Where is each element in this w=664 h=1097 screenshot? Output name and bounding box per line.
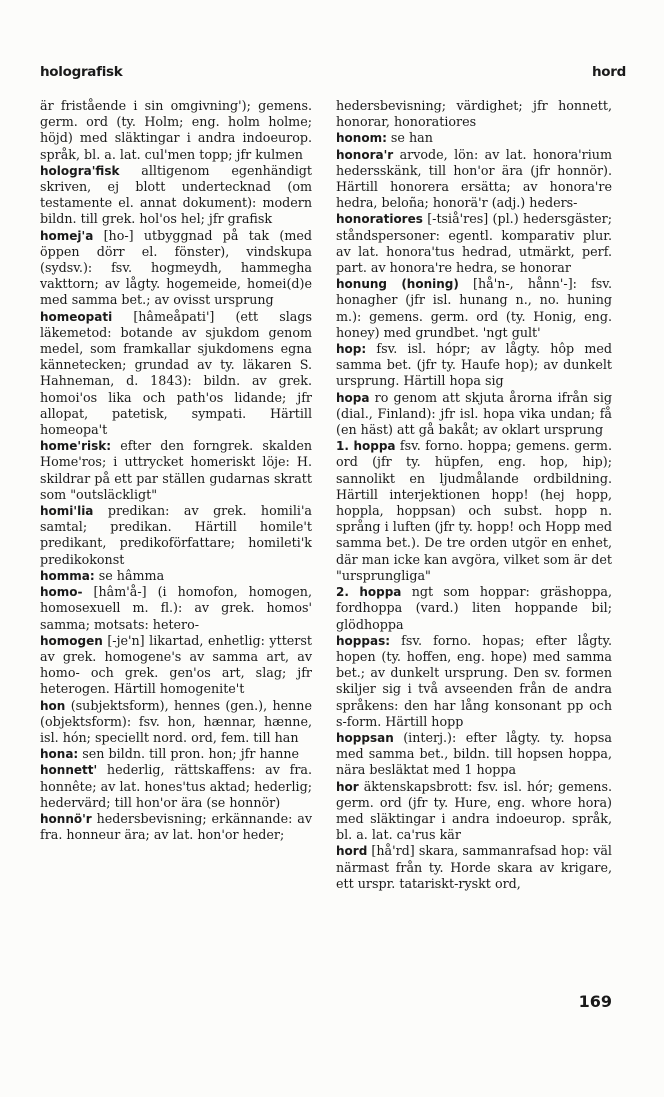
- entry-text: sen bildn. till pron. hon; jfr hanne: [78, 746, 300, 762]
- dictionary-entry: [40, 811, 312, 843]
- entry-headword: hon: [40, 698, 66, 713]
- entry-text: arvode, lön: av lat. honora'rium hedersskänk, till hon'or ära (jfr honnör). Härtill honorera ersätta; av honora're hedra, beloña; honorä'r (adj.) heders-: [336, 146, 612, 211]
- entry-headword: hop:: [336, 342, 367, 357]
- entry-headword: honom:: [336, 131, 387, 146]
- entry-text: hederlig, rättskaffens: av fra. honnête; av lat. hones'tus aktad; hederlig; hedervärd; till hon'or ära (se honnör): [40, 762, 312, 810]
- entry-text: ro genom att skjuta årorna ifrån sig (dial., Finland): jfr isl. hopa vika undan; få (en häst) att gå bakåt; av oklart ursprung: [336, 389, 612, 438]
- page-number: 169: [578, 992, 612, 1011]
- entry-text: [hâmeåpati'] (ett slags läkemetod: botande av sjukdom genom medel, som framkallar sjukdomens egna kännetecken; grundad av ty. läkaren S. Hahneman, d. 1843): bildn. av grek. homoi'os lika och path'os lidande; jfr allopat, patetisk, sympati. Härtill homeopa't: [40, 308, 312, 438]
- dictionary-entry: [40, 309, 312, 439]
- dictionary-entry: [40, 438, 312, 503]
- dictionary-entry: [336, 130, 612, 146]
- dictionary-entry: [40, 503, 312, 568]
- entry-headword: hopa: [336, 390, 370, 405]
- entry-text: efter den forngrek. skalden Home'ros; i uttrycket homeriskt löje: H. skildrar på ett par ställen gudarnas skratt som "outsläckligt": [40, 438, 312, 502]
- dictionary-entry: [40, 762, 312, 811]
- entry-headword: 1. hoppa: [336, 439, 396, 454]
- entry-text: fsv. forno. hopas; efter lågty. hopen (ty. hoffen, eng. hope) med samma bet.; av dunkelt ursprung. Den sv. formen skiljer sig i två avseenden från de andra språkens: den har lång konsonant pp och s-form. Härtill hopp: [336, 632, 612, 729]
- entry-headword: homogen: [40, 633, 103, 648]
- dictionary-entry: [336, 341, 612, 390]
- entry-text: [hå'rd] skara, sammanrafsad hop: väl närmast från ty. Horde skara av krigare, ett urspr. tatariskt-ryskt ord,: [336, 843, 612, 891]
- entry-text: fsv. isl. hópr; av lågty. hôp med samma bet. (jfr ty. Haufe hop); av dunkelt ursprung. Härtill hopa sig: [336, 341, 612, 389]
- dictionary-entry: [336, 779, 612, 844]
- dictionary-entry: [336, 730, 612, 779]
- dictionary-entry: [336, 276, 612, 341]
- entry-text: se han: [386, 130, 433, 146]
- entry-text: [-je'n] likartad, enhetlig: ytterst av grek. homogene's av samma art, av homo- och grek. gen'os art, slag; jfr heterogen. Härtill homogenite't: [40, 632, 312, 697]
- dictionary-entry: [336, 147, 612, 212]
- entry-text: predikan: av grek. homili'a samtal; predikan. Härtill homile't predikant, predikoförfattare; homileti'k predikokonst: [40, 503, 312, 567]
- dictionary-entry: [40, 163, 312, 228]
- entry-text: ngt som hoppar: gräshoppa, fordhoppa (vard.) liten hoppande bil; glödhoppa: [336, 584, 612, 632]
- dictionary-entry: [40, 98, 312, 163]
- dictionary-entry: [336, 390, 612, 439]
- dictionary-entry: [336, 211, 612, 276]
- entry-text: [hâm'å-] (i homofon, homogen, homosexuell m. fl.): av grek. homos' samma; motsats: hetero-: [40, 584, 312, 632]
- dictionary-entry: [40, 746, 312, 762]
- entry-headword: hor: [336, 779, 359, 794]
- dictionary-entry: [40, 633, 312, 698]
- entry-text: är fristående i sin omgivning'); gemens. germ. ord (ty. Holm; eng. holm holme; höjd) med släktingar i andra indoeurop. språk, bl. a. lat. cul'men topp; jfr kulmen: [40, 98, 312, 162]
- entry-headword: homo-: [40, 585, 83, 600]
- dictionary-entry: [40, 568, 312, 584]
- entry-headword: hoppas:: [336, 633, 391, 648]
- entry-headword: hord: [336, 844, 368, 859]
- dictionary-entry: [336, 438, 612, 584]
- entry-headword: honoratiores: [336, 212, 423, 227]
- entry-text: [hå'n-, hånn'-]: fsv. honagher (jfr isl. hunang n., no. huning m.): gemens. germ. ord (ty. Honig, eng. honey) med grundbet. 'ngt gult': [336, 276, 612, 340]
- entry-text: (subjektsform), hennes (gen.), henne (objektsform): fsv. hon, hænnar, hænne, isl. hón; speciellt nord. ord, fem. till han: [40, 697, 312, 745]
- entry-headword: honnö'r: [40, 811, 92, 826]
- entry-text: fsv. forno. hoppa; gemens. germ. ord (jfr ty. hüpfen, eng. hop, hip); sannolikt en ljudmålande ordbildning. Härtill interjektionen hopp! (hej hopp, hoppla, hoppsan) och subst. hopp n. språng i luften (jfr ty. hopp! och Hopp med samma bet.). De tre orden utgör en enhet, där man icke kan avgöra, vilket som är det "ursprungliga": [336, 438, 613, 583]
- entry-text: äktenskapsbrott: fsv. isl. hór; gemens. germ. ord (jfr ty. Hure, eng. whore hora) med släktingar i andra indoeurop. språk, bl. a. lat. ca'rus kär: [336, 778, 612, 843]
- entry-headword: hona:: [40, 747, 79, 762]
- dictionary-entry: [40, 228, 312, 309]
- left-column: [40, 98, 312, 843]
- dictionary-entry: [40, 584, 312, 633]
- entry-headword: homeopati: [40, 309, 113, 324]
- dictionary-entry: [336, 633, 612, 730]
- entry-headword: 2. hoppa: [336, 585, 402, 600]
- entry-text: (interj.): efter lågty. ty. hopsa med samma bet., bildn. till hopsen hoppa, nära besläktat med 1 hoppa: [336, 729, 612, 778]
- dictionary-entry: [336, 843, 612, 892]
- running-header-right: hord: [591, 64, 626, 80]
- entry-text: hedersbevisning; värdighet; jfr honnett, honorar, honoratiores: [336, 98, 612, 130]
- entry-headword: hoppsan: [336, 730, 394, 745]
- entry-text: [ho-] utbyggnad på tak (med öppen dörr el. fönster), vindskupa (sydsv.): fsv. hogmeydh, hammegha vakttorn; av lågty. hogemeide, homei(d)e med samma bet.; av ovisst ursprung: [40, 227, 312, 308]
- entry-headword: honnett': [40, 763, 98, 778]
- entry-text: alltigenom egenhändigt skriven, ej blott undertecknad (om testamente el. annat dokument): modern bildn. till grek. hol'os hel; jfr grafisk: [40, 162, 312, 227]
- entry-headword: homej'a: [40, 228, 94, 243]
- entry-headword: honora'r: [336, 147, 394, 162]
- running-header-left: holografisk: [40, 64, 123, 80]
- right-column: [336, 98, 612, 892]
- entry-headword: hologra'fisk: [40, 163, 120, 178]
- entry-headword: homma:: [40, 568, 95, 583]
- entry-text: se hâmma: [94, 567, 165, 583]
- dictionary-entry: [40, 698, 312, 747]
- entry-text: hedersbevisning; erkännande: av fra. honneur ära; av lat. hon'or heder;: [40, 810, 312, 843]
- entry-headword: homi'lia: [40, 504, 94, 519]
- entry-text: [-tsiå'res] (pl.) hedersgäster; ståndspersoner: egentl. komparativ plur. av lat. honora'tus hedrad, utmärkt, perf. part. av honora're hedra, se honorar: [336, 211, 612, 276]
- dictionary-entry: [336, 584, 612, 633]
- dictionary-entry: [336, 98, 612, 130]
- entry-headword: home'risk:: [40, 439, 112, 454]
- entry-headword: honung (honing): [336, 277, 459, 292]
